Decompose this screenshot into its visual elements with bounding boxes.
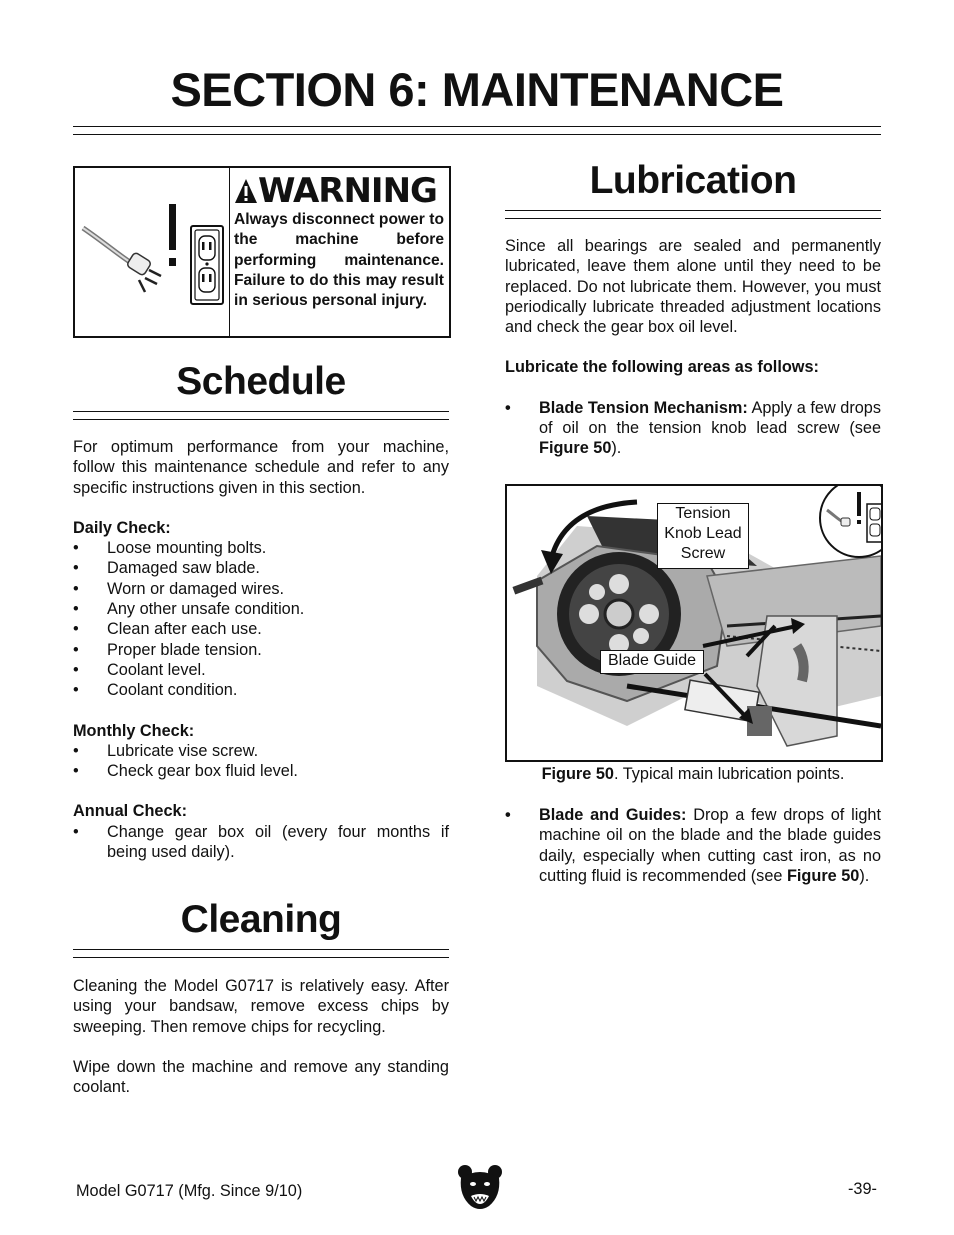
lubrication-rule [505,210,881,219]
lubrication-intro: Since all bearings are sealed and permanently lubricated, leave them alone until they need to be replaced. Do not lubricate them. However, you must periodically lubricate threaded adjustment locations and check the gear box oil level. [505,237,881,337]
bear-logo-icon [457,1162,503,1217]
schedule-heading: Schedule [176,360,346,403]
list-item: • Blade and Guides: Drop a few drops of light machine oil on the blade and the blade guides daily, especially when cutting cast iron, as no cutting fluid is recommended (see Figure 50). [505,806,881,885]
lubrication-section [505,236,881,459]
warning-text: Always disconnect power to the machine before performing maintenance. Failure to do this may result in serious personal injury. [234,211,444,310]
monthly-check-list [73,741,449,782]
power-plug-icon [75,168,229,336]
schedule-section [73,437,449,862]
list-item: • Check gear box fluid level. [73,762,298,781]
list-item: • Clean after each use. [73,620,262,639]
cleaning-paragraph-1: Cleaning the Model G0717 is relatively easy. After using your bandsaw, remove excess chips by sweeping. Then remove chips for recycling. [73,977,449,1036]
cleaning-section [73,976,449,1097]
lubrication-list-1 [505,398,881,459]
footer-page-number: -39- [848,1180,877,1198]
callout-tension-knob: Tension Knob Lead Screw [657,503,749,569]
lubrication-heading: Lubrication [589,159,797,202]
figure-50 [505,484,883,762]
warning-title: WARNING [258,171,437,211]
unplug-warning-icon [819,484,883,558]
list-item: • Coolant condition. [73,681,238,700]
warning-header [234,172,444,210]
list-item: • Change gear box oil (every four months if being used daily). [73,822,449,862]
list-item: • Coolant level. [73,660,206,679]
figure-caption [505,764,881,784]
figure-label: Figure 50 [541,765,614,783]
warning-triangle-icon [234,177,258,205]
figure-caption-text: . Typical main lubrication points. [613,765,845,783]
callout-blade-guide: Blade Guide [600,650,704,674]
footer-model: Model G0717 (Mfg. Since 9/10) [76,1182,303,1200]
daily-check-label: Daily Check: [73,518,171,537]
list-item: • Loose mounting bolts. [73,539,267,558]
daily-check-list [73,538,449,700]
list-item: • Proper blade tension. [73,640,262,659]
warning-illustration [75,168,230,336]
list-item: • Blade Tension Mechanism: Apply a few drops of oil on the tension knob lead screw (see Figure 50). [505,398,882,458]
warning-content [234,172,444,311]
outlet-icon [191,226,223,304]
list-item: • Damaged saw blade. [73,559,260,578]
cleaning-rule [73,949,449,958]
lubrication-list-2-wrap [505,805,881,886]
list-item: • Any other unsafe condition. [73,600,305,619]
cleaning-heading: Cleaning [180,898,342,941]
list-item: • Worn or damaged wires. [73,579,285,598]
exclamation-icon [169,204,176,266]
cleaning-paragraph-2: Wipe down the machine and remove any standing coolant. [73,1057,449,1097]
annual-check-list [73,822,449,863]
lubrication-lead: Lubricate the following areas as follows: [505,358,819,377]
monthly-check-label: Monthly Check: [73,721,195,740]
annual-check-label: Annual Check: [73,802,187,821]
lubrication-list-2 [505,805,881,886]
title-rule [73,126,881,135]
warning-box [73,166,451,338]
schedule-intro: For optimum performance from your machine, follow this maintenance schedule and refer to any specific instructions given in this section. [73,438,449,497]
page-title: SECTION 6: MAINTENANCE [170,63,784,116]
list-item: • Lubricate vise screw. [73,741,259,760]
power-plug-icon [821,484,883,556]
schedule-rule [73,411,449,420]
